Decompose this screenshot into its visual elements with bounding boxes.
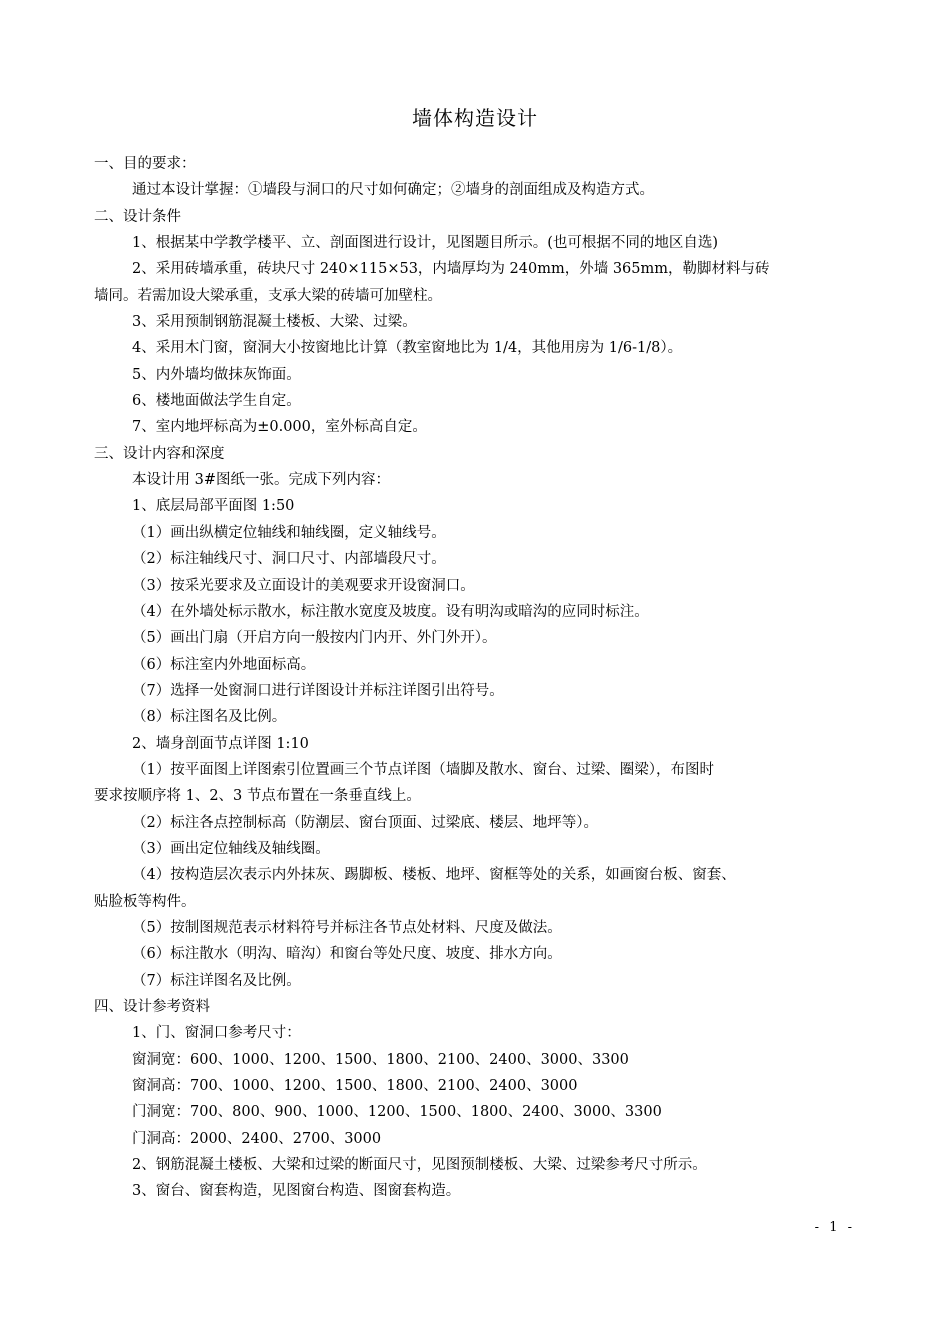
list-item: （3）按采光要求及立面设计的美观要求开设窗洞口。 [132, 577, 475, 594]
paragraph-line: 1、门、窗洞口参考尺寸： [132, 1025, 301, 1042]
section-heading-1: 一、目的要求： [94, 156, 196, 172]
list-item: （6）标注散水（明沟、暗沟）和窗台等处尺度、坡度、排水方向。 [132, 946, 562, 963]
list-item: （6）标注室内外地面标高。 [132, 656, 316, 673]
document-title: 墙体构造设计 [412, 106, 538, 130]
reference-line: 窗洞宽：600、1000、1200、1500、1800、2100、2400、3000、3300 [132, 1051, 629, 1068]
paragraph-line: 7、室内地坪标高为±0.000，室外标高自定。 [132, 419, 427, 436]
section-heading-3: 三、设计内容和深度 [94, 445, 225, 462]
paragraph-line: 1、底层局部平面图 1:50 [132, 498, 295, 515]
paragraph-line: 4、采用木门窗，窗洞大小按窗地比计算（教室窗地比为 1/4，其他用房为 1/6-1/8）。 [132, 340, 683, 357]
paragraph-line: 墙同。若需加设大梁承重，支承大梁的砖墙可加壁柱。 [94, 287, 442, 304]
document-body [94, 151, 860, 1205]
paragraph-line: 2、墙身剖面节点详图 1:10 [132, 735, 309, 752]
list-item: （2）标注轴线尺寸、洞口尺寸、内部墙段尺寸。 [132, 551, 446, 568]
page-number: - 1 - [814, 1220, 855, 1235]
reference-line: 门洞宽：700、800、900、1000、1200、1500、1800、2400、3000、3300 [132, 1104, 662, 1121]
paragraph-line: 1、根据某中学教学楼平、立、剖面图进行设计，见图题目所示。(也可根据不同的地区自选) [132, 235, 719, 252]
reference-line: 窗洞高：700、1000、1200、1500、1800、2100、2400、3000 [132, 1078, 578, 1095]
section-heading-4: 四、设计参考资料 [94, 999, 210, 1015]
paragraph-line: 本设计用 3#图纸一张。完成下列内容： [132, 472, 390, 489]
paragraph-line: 通过本设计掌握：①墙段与洞口的尺寸如何确定；②墙身的剖面组成及构造方式。 [132, 182, 654, 199]
list-item: （7）选择一处窗洞口进行详图设计并标注详图引出符号。 [132, 682, 504, 699]
list-item: （1）按平面图上详图索引位置画三个节点详图（墙脚及散水、窗台、过梁、圈梁），布图时 [132, 761, 714, 778]
reference-line: 门洞高：2000、2400、2700、3000 [132, 1130, 382, 1147]
list-item: （4）按构造层次表示内外抹灰、踢脚板、楼板、地坪、窗框等处的关系，如画窗台板、窗套、 [132, 867, 736, 884]
list-item: （1）画出纵横定位轴线和轴线圈，定义轴线号。 [132, 524, 446, 541]
list-item: （7）标注详图名及比例。 [132, 972, 301, 989]
paragraph-line: 2、采用砖墙承重，砖块尺寸 240×115×53，内墙厚均为 240mm，外墙 365mm，勒脚材料与砖 [132, 261, 770, 278]
list-item: 贴脸板等构件。 [94, 893, 196, 910]
list-item: （8）标注图名及比例。 [132, 709, 287, 726]
list-item: （2）标注各点控制标高（防潮层、窗台顶面、过梁底、楼层、地坪等）。 [132, 814, 598, 831]
paragraph-line: 3、窗台、窗套构造，见图窗台构造、图窗套构造。 [132, 1183, 461, 1200]
paragraph-line: 5、内外墙均做抹灰饰面。 [132, 366, 301, 383]
paragraph-line: 6、楼地面做法学生自定。 [132, 393, 301, 410]
list-item: （5）按制图规范表示材料符号并标注各节点处材料、尺度及做法。 [132, 919, 562, 936]
list-item: 要求按顺序将 1、2、3 节点布置在一条垂直线上。 [94, 788, 421, 805]
paragraph-line: 3、采用预制钢筋混凝土楼板、大梁、过梁。 [132, 314, 417, 331]
list-item: （5）画出门扇（开启方向一般按内门内开、外门外开）。 [132, 630, 497, 647]
paragraph-line: 2、钢筋混凝土楼板、大梁和过梁的断面尺寸，见图预制楼板、大梁、过梁参考尺寸所示。 [132, 1157, 707, 1174]
list-item: （3）画出定位轴线及轴线圈。 [132, 840, 330, 857]
list-item: （4）在外墙处标示散水，标注散水宽度及坡度。设有明沟或暗沟的应同时标注。 [132, 603, 649, 620]
section-heading-2: 二、设计条件 [94, 208, 181, 225]
